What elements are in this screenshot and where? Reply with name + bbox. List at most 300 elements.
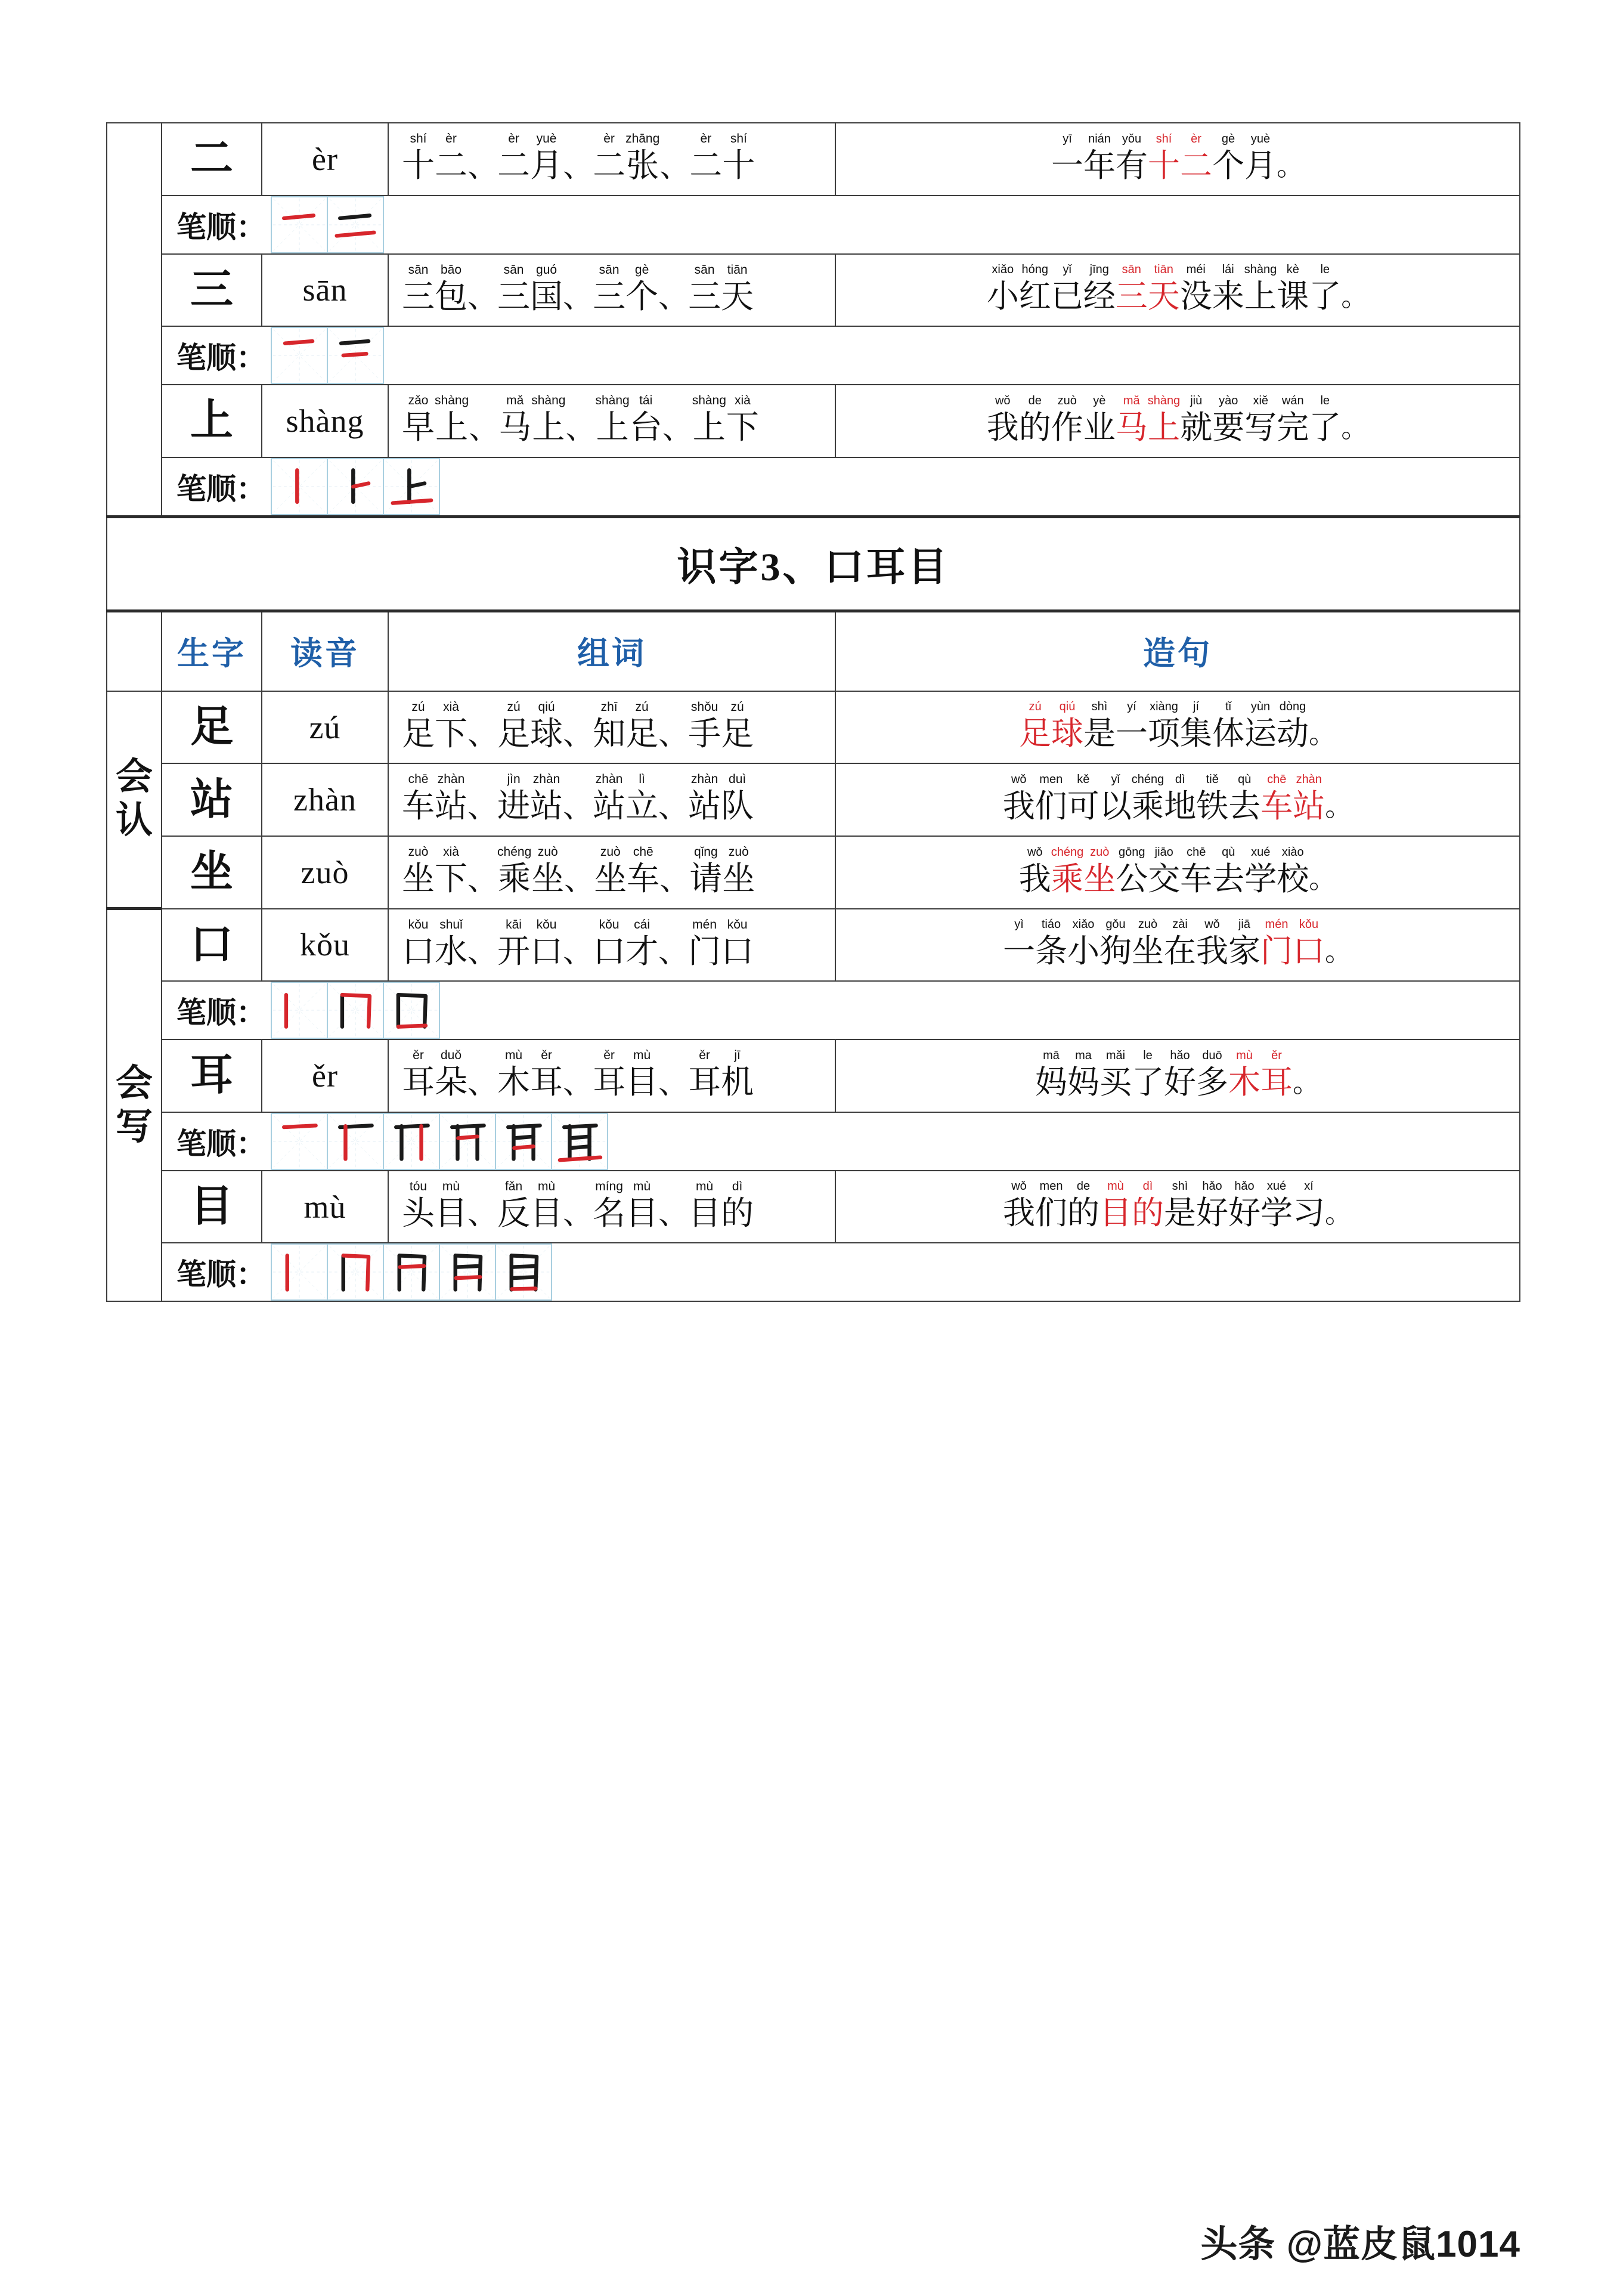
hanzi-glyph: 好 <box>1228 1195 1260 1231</box>
ruby-unit <box>593 132 625 184</box>
ruby-unit <box>1148 263 1180 314</box>
pinyin-annotation: méi <box>1186 263 1206 277</box>
hanzi-glyph: 地 <box>1164 788 1197 824</box>
cell-stroke-order <box>162 1243 1520 1301</box>
pinyin-annotation: yè <box>1093 394 1106 407</box>
pinyin-annotation: xiǎo <box>992 263 1014 277</box>
word-separator: 、 <box>658 717 689 751</box>
ruby-unit <box>1003 773 1035 824</box>
hanzi-glyph: 球 <box>1051 716 1083 752</box>
stroke-order-strip <box>162 196 1519 253</box>
word-separator: 、 <box>658 280 689 314</box>
stroke-order-cell <box>495 1113 552 1170</box>
stroke-order-strip <box>162 1243 1519 1301</box>
hanzi-glyph: 十 <box>402 147 435 184</box>
hanzi-glyph: 足 <box>721 715 754 752</box>
ruby-unit <box>1035 1180 1067 1231</box>
ruby-unit <box>497 700 530 753</box>
ruby-unit <box>1180 700 1212 751</box>
hanzi-glyph: 坐 <box>594 860 627 897</box>
ruby-unit <box>726 394 759 446</box>
hanzi-glyph: 下 <box>435 715 468 752</box>
pinyin-annotation: sān <box>503 262 524 277</box>
cell-pinyin <box>262 254 388 327</box>
word-separator: 、 <box>662 411 692 445</box>
table-row <box>107 1171 1520 1243</box>
word-separator: 、 <box>564 862 594 896</box>
hanzi-glyph: 反 <box>497 1195 531 1231</box>
ruby-unit <box>1212 132 1244 184</box>
word-list <box>389 692 835 763</box>
hanzi-glyph: 上 <box>532 409 565 446</box>
word-separator: 、 <box>659 862 690 896</box>
ruby-unit <box>1148 394 1181 445</box>
pinyin-annotation: duǒ <box>441 1048 462 1063</box>
pinyin-annotation: shàng <box>692 394 726 408</box>
hanzi-glyph: 球 <box>530 715 563 752</box>
pinyin-annotation: shàng <box>1244 263 1277 277</box>
hanzi-glyph: 运 <box>1244 716 1277 752</box>
word-separator: 、 <box>563 935 593 969</box>
hanzi-glyph: 狗 <box>1099 933 1132 970</box>
pinyin-annotation: gè <box>634 262 649 277</box>
hanzi-glyph: 耳 <box>593 1064 626 1101</box>
hanzi-glyph: 个 <box>625 278 659 315</box>
ruby-unit <box>1212 394 1244 445</box>
cell-sentence <box>835 763 1520 836</box>
pinyin-annotation: jiù <box>1190 394 1203 407</box>
pinyin-annotation: gè <box>1221 132 1235 146</box>
ruby-unit <box>497 845 531 898</box>
pinyin-annotation: mù <box>1107 1180 1124 1193</box>
ruby-unit <box>1309 263 1341 314</box>
stroke-order-row <box>107 196 1520 254</box>
pinyin-annotation: zhàn <box>1296 772 1322 786</box>
pinyin-annotation: cái <box>634 917 651 932</box>
sentence-period: 。 <box>1277 150 1304 181</box>
hanzi-glyph: 上 <box>692 409 726 446</box>
stroke-order-cell <box>383 982 440 1039</box>
pinyin-annotation: zuò <box>728 844 749 859</box>
ruby-unit <box>402 132 435 184</box>
pinyin-annotation: yuè <box>536 132 557 146</box>
pinyin-annotation: zhàn <box>595 772 623 787</box>
hanzi-glyph: 红 <box>1018 279 1051 315</box>
hanzi-glyph: 完 <box>1277 409 1309 445</box>
hanzi-glyph: 一 <box>1051 147 1083 184</box>
word-separator: 、 <box>467 1197 498 1231</box>
cell-words <box>388 1171 835 1243</box>
hanzi-glyph: 门 <box>688 933 721 970</box>
pinyin-annotation: xí <box>1304 1180 1314 1193</box>
ruby-unit <box>1260 1049 1293 1100</box>
hanzi-glyph: 进 <box>497 788 531 825</box>
ruby-unit <box>593 772 625 825</box>
ruby-unit <box>1148 700 1180 751</box>
hanzi-glyph: 立 <box>625 788 659 825</box>
ruby-unit <box>498 394 531 446</box>
ruby-unit <box>497 1180 530 1232</box>
pinyin-annotation: le <box>1320 263 1330 277</box>
ruby-unit <box>1067 1049 1099 1100</box>
ruby-unit <box>689 845 722 898</box>
pinyin-annotation: nián <box>1088 132 1111 146</box>
pinyin-annotation: tiáo <box>1041 918 1061 932</box>
ruby-unit <box>721 700 754 753</box>
ruby-unit <box>688 1048 721 1101</box>
ruby-unit <box>402 394 435 446</box>
hanzi-glyph: 乘 <box>498 860 531 897</box>
hanzi-glyph: 我 <box>1018 861 1051 897</box>
hanzi-glyph: 目 <box>688 1195 721 1231</box>
ruby-unit <box>402 1180 435 1232</box>
ruby-unit <box>1164 1049 1196 1100</box>
stroke-order-cell <box>271 1243 328 1301</box>
pinyin-annotation: kǒu <box>727 917 748 932</box>
ruby-unit <box>1260 1180 1293 1231</box>
ruby-unit <box>402 263 435 315</box>
ruby-unit <box>1212 700 1244 751</box>
hanzi-glyph: 要 <box>1212 409 1245 445</box>
pinyin-annotation: duì <box>729 772 747 787</box>
pinyin-annotation: mù <box>442 1179 460 1193</box>
pinyin-annotation: yùn <box>1250 700 1271 714</box>
ruby-unit <box>987 394 1019 445</box>
word-separator: 、 <box>467 149 498 183</box>
pinyin-annotation: kāi <box>506 917 522 932</box>
hanzi-glyph: 二 <box>689 147 723 184</box>
hanzi-glyph: 去 <box>1212 861 1245 897</box>
hanzi-glyph: 知 <box>593 715 626 752</box>
word-separator: 、 <box>658 1066 689 1100</box>
cell-words <box>388 1039 835 1112</box>
cell-character <box>162 123 262 196</box>
hanzi-glyph: 的 <box>721 1195 754 1231</box>
pinyin-annotation: mù <box>504 1048 523 1063</box>
pinyin-annotation: wán <box>1281 394 1304 407</box>
pinyin-annotation: jiāo <box>1154 845 1173 859</box>
stroke-order-boxes <box>272 327 384 384</box>
character-pinyin: mù <box>303 1189 346 1225</box>
vocabulary-table <box>106 122 1520 1302</box>
ruby-unit <box>1277 394 1309 445</box>
ruby-unit <box>1277 700 1309 751</box>
pinyin-annotation: lì <box>639 772 645 787</box>
ruby-unit <box>1083 846 1116 897</box>
ruby-unit <box>1244 846 1277 897</box>
hanzi-glyph: 买 <box>1099 1064 1132 1100</box>
ruby-unit <box>1099 773 1132 824</box>
pinyin-annotation: shàng <box>595 394 630 408</box>
cell-section-banner <box>107 516 1520 611</box>
ruby-unit <box>1196 1049 1228 1100</box>
pinyin-annotation: chéng <box>497 844 532 859</box>
pinyin-annotation: zú <box>730 700 744 714</box>
ruby-unit <box>625 918 658 970</box>
hanzi-glyph: 条 <box>1035 933 1067 970</box>
hanzi-glyph: 目 <box>435 1195 468 1231</box>
pinyin-annotation: zǎo <box>408 394 429 408</box>
hanzi-glyph: 好 <box>1196 1195 1228 1231</box>
ruby-unit <box>1067 773 1099 824</box>
pinyin-annotation: shàng <box>435 394 469 408</box>
hanzi-glyph: 写 <box>1244 409 1277 445</box>
pinyin-annotation: men <box>1039 1180 1063 1193</box>
hanzi-glyph: 车 <box>1260 788 1293 824</box>
ruby-unit <box>435 263 467 315</box>
pinyin-annotation: ěr <box>413 1048 424 1063</box>
ruby-unit <box>1051 394 1083 445</box>
ruby-unit <box>1051 700 1083 751</box>
cell-pinyin <box>262 1039 388 1112</box>
cell-pinyin <box>262 836 388 909</box>
pinyin-annotation: dì <box>1142 1180 1153 1193</box>
stroke-order-boxes <box>272 196 384 253</box>
pinyin-annotation: zhàn <box>690 772 718 787</box>
hanzi-glyph: 年 <box>1083 147 1116 184</box>
pinyin-annotation: tái <box>639 394 653 408</box>
hanzi-glyph: 了 <box>1309 279 1342 315</box>
hanzi-glyph: 木 <box>1228 1064 1260 1100</box>
pinyin-annotation: zú <box>411 700 425 714</box>
pinyin-annotation: shí <box>1156 132 1172 146</box>
pinyin-annotation: zhàn <box>532 772 560 787</box>
pinyin-annotation: yǒu <box>1122 132 1142 146</box>
pinyin-annotation: yí <box>1127 700 1136 714</box>
pinyin-annotation: chē <box>408 772 429 787</box>
stroke-order-cell <box>439 1113 496 1170</box>
pinyin-annotation: qiú <box>1059 700 1076 714</box>
pinyin-annotation: zú <box>635 700 649 714</box>
category-char: 会 <box>115 757 153 798</box>
pinyin-annotation: yǐ <box>1063 263 1071 277</box>
pinyin-annotation: sān <box>1122 263 1141 277</box>
pinyin-annotation: chē <box>633 844 653 859</box>
stroke-order-cell <box>271 327 328 384</box>
ruby-unit <box>688 1180 721 1232</box>
hanzi-glyph: 二 <box>435 147 468 184</box>
cell-pinyin <box>262 691 388 764</box>
hanzi-glyph: 妈 <box>1067 1064 1099 1100</box>
ruby-unit <box>497 772 530 825</box>
ruby-unit <box>402 918 435 970</box>
pinyin-annotation: de <box>1076 1180 1091 1193</box>
pinyin-annotation: zú <box>1029 700 1042 714</box>
pinyin-annotation: men <box>1039 772 1063 786</box>
word-separator: 、 <box>467 935 498 969</box>
cell-pinyin <box>262 1171 388 1243</box>
stroke-order-cell <box>383 458 440 515</box>
hanzi-glyph: 台 <box>629 409 662 446</box>
ruby-unit <box>530 263 563 315</box>
example-sentence <box>836 909 1519 980</box>
pinyin-annotation: le <box>1143 1048 1153 1062</box>
pinyin-annotation: lái <box>1222 263 1234 277</box>
hanzi-glyph: 上 <box>1244 279 1277 315</box>
cell-words <box>388 691 835 764</box>
hanzi-glyph: 车 <box>627 860 660 897</box>
cell-words <box>388 123 835 196</box>
ruby-unit <box>1035 773 1067 824</box>
pinyin-annotation: qù <box>1222 845 1235 859</box>
pinyin-annotation: hǎo <box>1170 1048 1190 1062</box>
word-separator: 、 <box>563 280 593 314</box>
ruby-unit <box>1116 846 1148 897</box>
pinyin-annotation: mǎ <box>1123 394 1140 407</box>
hanzi-glyph: 坐 <box>531 860 565 897</box>
pinyin-annotation: èr <box>1191 132 1201 146</box>
ruby-unit <box>402 845 435 898</box>
pinyin-annotation: zuò <box>537 844 558 859</box>
pinyin-annotation: míng <box>595 1179 623 1193</box>
hanzi-glyph: 口 <box>721 933 754 970</box>
ruby-unit <box>1180 846 1212 897</box>
cell-stroke-order <box>162 981 1520 1039</box>
hanzi-glyph: 妈 <box>1035 1064 1067 1100</box>
ruby-unit <box>625 263 658 315</box>
pinyin-annotation: jī <box>734 1048 741 1063</box>
pinyin-annotation: yǐ <box>1111 772 1120 786</box>
pinyin-annotation: xià <box>443 844 459 859</box>
ruby-unit <box>1260 773 1293 824</box>
hanzi-glyph: 课 <box>1277 279 1309 315</box>
ruby-unit <box>1051 132 1083 184</box>
pinyin-annotation: tiān <box>1154 263 1173 277</box>
stroke-order-boxes <box>272 982 440 1039</box>
pinyin-annotation: shǒu <box>690 700 718 714</box>
new-character: 耳 <box>190 1051 233 1100</box>
word-separator: 、 <box>467 1066 498 1100</box>
cell-character <box>162 1171 262 1243</box>
ruby-unit <box>1035 918 1067 969</box>
ruby-unit <box>721 1048 754 1101</box>
cell-sentence <box>835 836 1520 909</box>
ruby-unit <box>1051 846 1084 897</box>
pinyin-annotation: hǎo <box>1234 1180 1255 1193</box>
stroke-order-cell <box>327 1113 384 1170</box>
hanzi-glyph: 口 <box>593 933 626 970</box>
ruby-unit <box>1180 132 1212 184</box>
stroke-order-label: 笔顺： <box>176 210 266 244</box>
hanzi-glyph: 站 <box>530 788 563 825</box>
hanzi-glyph: 坐 <box>722 860 755 897</box>
ruby-unit <box>1116 132 1148 184</box>
hanzi-glyph: 马 <box>1115 409 1148 445</box>
ruby-unit <box>1196 918 1228 969</box>
example-sentence <box>836 386 1519 456</box>
hanzi-glyph: 水 <box>435 933 468 970</box>
hanzi-glyph: 在 <box>1164 933 1196 970</box>
hanzi-glyph: 队 <box>721 788 754 825</box>
pinyin-annotation: sān <box>599 262 620 277</box>
stroke-order-cell <box>327 327 384 384</box>
hanzi-glyph: 头 <box>402 1195 435 1231</box>
ruby-unit <box>1067 918 1099 969</box>
hanzi-glyph: 有 <box>1116 147 1148 184</box>
hanzi-glyph: 坐 <box>402 860 435 897</box>
stroke-order-row <box>107 326 1520 385</box>
ruby-unit <box>435 845 467 898</box>
hanzi-glyph: 没 <box>1179 279 1212 315</box>
hanzi-glyph: 学 <box>1244 861 1277 897</box>
sentence-period: 。 <box>1309 864 1337 895</box>
pinyin-annotation: sān <box>408 262 429 277</box>
pinyin-annotation: le <box>1320 394 1330 407</box>
character-pinyin: sān <box>302 272 348 308</box>
ruby-unit <box>1035 1049 1067 1100</box>
hanzi-glyph: 三 <box>688 278 721 315</box>
example-sentence <box>836 837 1519 908</box>
pinyin-annotation: guó <box>536 262 557 277</box>
pinyin-annotation: kǒu <box>1299 918 1319 932</box>
ruby-unit <box>1244 700 1277 751</box>
ruby-unit <box>1019 263 1051 314</box>
cell-pinyin <box>262 763 388 836</box>
ruby-unit <box>1099 1180 1132 1231</box>
hanzi-glyph: 门 <box>1260 933 1293 970</box>
ruby-unit <box>1196 773 1228 824</box>
ruby-unit <box>1212 846 1244 897</box>
hanzi-glyph: 二 <box>497 147 531 184</box>
ruby-unit <box>688 918 721 970</box>
word-separator: 、 <box>565 411 596 445</box>
pinyin-annotation: wǒ <box>1011 1180 1027 1193</box>
ruby-unit <box>402 772 435 825</box>
stroke-order-strip <box>162 458 1519 515</box>
ruby-unit <box>1293 918 1325 969</box>
ruby-unit <box>497 132 530 184</box>
example-sentence <box>836 765 1519 835</box>
pinyin-annotation: èr <box>700 132 712 146</box>
stroke-order-cell <box>327 1243 384 1301</box>
ruby-unit <box>593 1048 625 1101</box>
hanzi-glyph: 我 <box>1196 933 1228 970</box>
ruby-unit <box>1180 394 1212 445</box>
hanzi-glyph: 足 <box>402 715 435 752</box>
cell-header-pinyin <box>262 611 388 691</box>
ruby-unit <box>689 132 722 184</box>
hanzi-glyph: 耳 <box>402 1064 435 1101</box>
hanzi-glyph: 足 <box>1019 716 1051 752</box>
hanzi-glyph: 站 <box>1293 788 1325 824</box>
ruby-unit <box>531 845 564 898</box>
ruby-unit <box>721 918 754 970</box>
pinyin-annotation: èr <box>508 132 519 146</box>
cell-character <box>162 909 262 982</box>
ruby-unit <box>530 1180 563 1232</box>
ruby-unit <box>1164 918 1196 969</box>
hanzi-glyph: 耳 <box>688 1064 721 1101</box>
section-banner-row <box>107 516 1520 611</box>
cell-character <box>162 254 262 327</box>
pinyin-annotation: jīng <box>1089 263 1109 277</box>
ruby-unit <box>593 918 625 970</box>
pinyin-annotation: mù <box>1236 1048 1253 1062</box>
hanzi-glyph: 足 <box>497 715 531 752</box>
stroke-order-boxes <box>272 458 440 515</box>
hanzi-glyph: 了 <box>1309 409 1342 445</box>
ruby-unit <box>1277 846 1309 897</box>
ruby-unit <box>625 132 659 184</box>
ruby-unit <box>627 845 659 898</box>
stroke-order-label: 笔顺： <box>176 1258 266 1292</box>
cell-stroke-order <box>162 457 1520 517</box>
ruby-unit <box>688 700 721 753</box>
ruby-unit <box>625 700 658 753</box>
cell-sentence <box>835 691 1520 764</box>
hanzi-glyph: 目 <box>625 1195 659 1231</box>
hanzi-glyph: 车 <box>1180 861 1213 897</box>
